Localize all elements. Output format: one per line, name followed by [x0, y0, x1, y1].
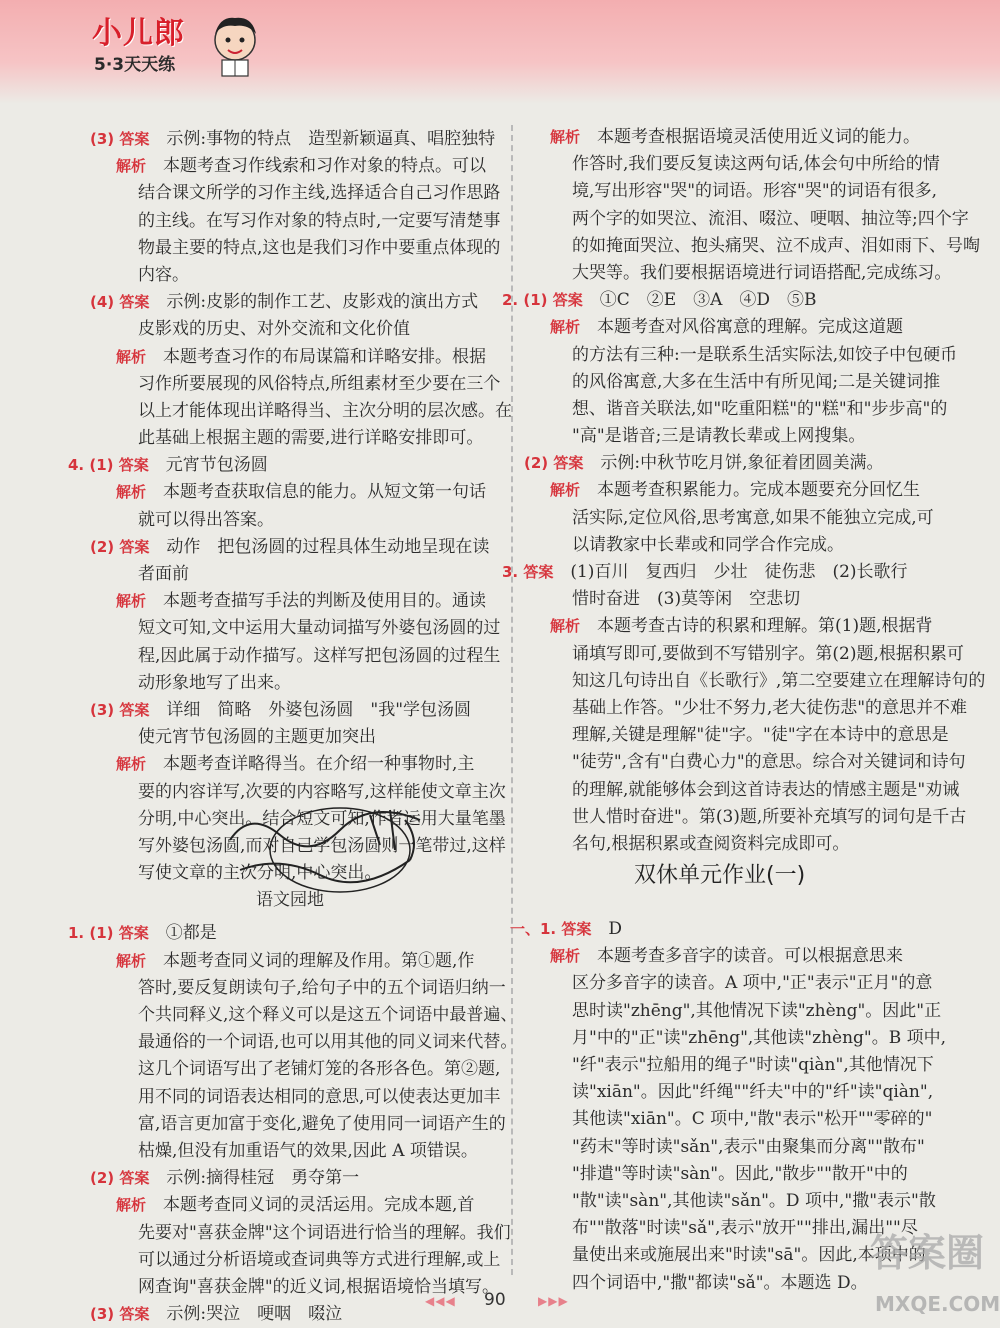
text-line: 这几个词语写出了老铺灯笼的各形各色。第②题,	[138, 1059, 501, 1080]
text-line: "排遣"等时读"sàn"。因此,"散步""散开"中的	[572, 1163, 908, 1184]
text-line: 2. (1) 答案 ①C ②E ③A ④D ⑤B	[502, 290, 817, 311]
mascot-boy-icon	[200, 10, 270, 80]
text-line: 内容。	[138, 264, 189, 285]
text-line: 解析 本题考查积累能力。完成本题要充分回忆生	[550, 480, 921, 501]
text-line: 基础上作答。"少壮不努力,老大徒伤悲"的意思并不难	[572, 697, 968, 718]
text-line: 最通俗的一个词语,也可以用其他的同义词来代替。	[138, 1032, 518, 1053]
text-line: 写外婆包汤圆,而对自己学包汤圆则一笔带过,这样	[138, 835, 506, 856]
left-block	[86, 588, 501, 697]
text-line: 想、谐音关联法,如"吃重阳糕"的"糕"和"步步高"的	[572, 398, 948, 419]
brand-title: 小儿郎	[92, 16, 185, 51]
text-line: 区分多音字的读音。A 项中,"正"表示"正月"的意	[572, 973, 933, 994]
text-line: 4. (1) 答案 元宵节包汤圆	[68, 455, 268, 476]
text-line: "散"读"sàn",其他读"sǎn"。D 项中,"撒"表示"散	[572, 1190, 936, 1211]
text-line: 解析 本题考查对风俗寓意的理解。完成这道题	[550, 317, 904, 338]
text-line: (3) 答案 示例:哭泣 哽咽 啜泣	[90, 1304, 343, 1325]
text-line: 结合课文所学的习作主线,选择适合自己习作思路	[138, 183, 501, 204]
text-line: 月"中的"正"读"zhēng",其他读"zhèng"。B 项中,	[572, 1027, 947, 1048]
text-line: 量使出来或施展出来"时读"sā"。因此,本项中的	[572, 1245, 926, 1266]
text-line: 布""散落"时读"sǎ",表示"放开""排出,漏出""尽	[572, 1218, 918, 1239]
text-line: (2) 答案 示例:摘得桂冠 勇夺第一	[90, 1168, 360, 1189]
text-line: 世人惜时奋进"。第(3)题,所要补充填写的词句是千古	[572, 806, 967, 827]
watermark-logo: 答案圈	[870, 1231, 985, 1275]
text-line: 读"xiān"。因此"纤绳""纤夫"中的"纤"读"qiàn",	[572, 1082, 934, 1103]
text-line: 网查询"喜获金牌"的近义词,根据语境恰当填写。	[138, 1276, 500, 1297]
text-line: 一、1. 答案 D	[510, 919, 622, 940]
text-line: 的理解,就能够体会到这首诗表达的情感主题是"劝诫	[572, 779, 960, 800]
text-line: 写使文章的主次分明,中心突出。	[138, 863, 382, 884]
text-line: 的如掩面哭泣、抱头痛哭、泣不成声、泪如雨下、号啕	[572, 235, 980, 256]
handwritten-watermark	[220, 800, 460, 910]
text-line: 先要对"喜获金牌"这个词语进行恰当的理解。我们	[138, 1222, 511, 1243]
text-line: 此基础上根据主题的需要,进行详略安排即可。	[138, 428, 484, 449]
text-line: 用不同的词语表达相同的意思,可以使表达更加丰	[138, 1086, 501, 1107]
text-line: 富,语言更加富于变化,避免了使用同一词语产生的	[138, 1113, 506, 1134]
text-line: 使元宵节包汤圆的主题更加突出	[138, 727, 376, 748]
text-line: (2) 答案 动作 把包汤圆的过程具体生动地呈现在读	[90, 536, 490, 557]
text-line: 境,写出形容"哭"的词语。形容"哭"的词语有很多,	[572, 181, 938, 202]
text-line: "纤"表示"拉船用的绳子"时读"qiàn",其他情况下	[572, 1055, 934, 1075]
right-block	[502, 559, 940, 613]
page-number: 90	[484, 1290, 506, 1310]
left-block	[68, 920, 496, 947]
text-line: "药末"等时读"sǎn",表示"由聚集而分离""散布"	[572, 1136, 925, 1157]
text-line: 解析 本题考查同义词的灵活运用。完成本题,首	[116, 1195, 475, 1216]
text-line: 习作所要展现的风俗特点,所组素材至少要在三个	[138, 373, 501, 394]
right-column	[502, 124, 986, 1297]
right-block	[520, 124, 980, 287]
text-line: 大哭等。我们要根据语境进行词语搭配,完成练习。	[572, 262, 952, 283]
watermark-url: MXQE.COM	[875, 1292, 1000, 1316]
text-line: 的风俗寓意,大多在生活中有所见闻;二是关键词推	[572, 371, 941, 392]
text-line: 活实际,定位风俗,思考寓意,如果不能独立完成,可	[572, 507, 934, 528]
text-line: 理解,关键是理解"徒"字。"徒"字在本诗中的意思是	[572, 725, 949, 746]
text-line: 知这几句诗出自《长歌行》,第二空要建立在理解诗句的	[572, 670, 986, 691]
left-block	[86, 153, 501, 289]
left-block	[86, 289, 496, 343]
text-line: 解析 本题考查同义词的理解及作用。第①题,作	[116, 950, 475, 971]
text-line: 分明,中心突出。结合短文可知,作者运用大量笔墨	[138, 808, 506, 829]
text-line: 的方法有三种:一是联系生活实际法,如饺子中包硬币	[572, 344, 958, 365]
left-block	[86, 948, 518, 1166]
text-line: 程,因此属于动作描写。这样写把包汤圆的过程生	[138, 645, 501, 666]
right-block	[520, 613, 986, 858]
text-line: 1. (1) 答案 ①都是	[68, 923, 217, 944]
text-line: 可以通过分析语境或查词典等方式进行理解,或上	[138, 1249, 501, 1270]
text-line: 其他读"xiān"。C 项中,"散"表示"松开""零碎的"	[572, 1109, 933, 1130]
text-line: 语文园地	[256, 890, 324, 911]
text-line: 惜时奋进 (3)莫等闲 空悲切	[572, 589, 801, 610]
text-line: 以上才能体现出详略得当、主次分明的层次感。在	[138, 400, 512, 421]
text-line: "高"是谐音;三是请教长辈或上网搜集。	[572, 426, 866, 447]
left-block	[86, 1165, 496, 1192]
right-block	[520, 314, 958, 450]
text-line: 名句,根据积累或查阅资料完成即可。	[572, 833, 850, 854]
text-line: 诵填写即可,要做到不写错别字。第(2)题,根据积累可	[572, 643, 964, 664]
text-line: 物最主要的特点,这也是我们习作中要重点体现的	[138, 237, 501, 258]
text-line: (4) 答案 示例:皮影的制作工艺、皮影戏的演出方式	[90, 292, 479, 313]
text-line: 解析 本题考查古诗的积累和理解。第(1)题,根据背	[550, 616, 933, 637]
next-page-arrows-icon[interactable]: ▶▶▶	[538, 1294, 569, 1308]
text-line: (3) 答案 示例:事物的特点 造型新颖逼真、唱腔独特	[90, 129, 496, 149]
text-line: 的主线。在写习作对象的特点时,一定要写清楚事	[138, 210, 501, 231]
text-line: 个共同释义,这个释义可以是这五个词语中最普遍、	[138, 1005, 518, 1025]
left-block	[86, 126, 496, 153]
text-line: 两个字的如哭泣、流泪、啜泣、哽咽、抽泣等;四个字	[572, 208, 969, 229]
text-line: "徒劳",含有"白费心力"的意思。综合对关键词和诗句	[572, 752, 966, 773]
brand-logo	[82, 6, 272, 86]
left-block	[68, 452, 496, 479]
right-block	[520, 477, 940, 559]
left-block	[86, 344, 512, 453]
left-block	[86, 534, 496, 588]
text-line: 就可以得出答案。	[138, 509, 274, 530]
text-line: 四个词语中,"撒"都读"sǎ"。本题选 D。	[572, 1272, 868, 1293]
right-block	[510, 916, 940, 943]
text-line: 解析 本题考查详略得当。在介绍一种事物时,主	[116, 754, 475, 775]
text-line: 以请教家中长辈或和同学合作完成。	[572, 534, 844, 555]
text-line: 者面前	[138, 564, 189, 584]
right-block	[502, 287, 940, 314]
text-line: 解析 本题考查习作线索和习作对象的特点。可以	[116, 156, 487, 177]
text-line: 动形象地写了出来。	[138, 672, 291, 693]
right-block	[520, 450, 940, 477]
left-block	[86, 697, 496, 751]
left-block	[86, 479, 496, 533]
text-line: 作答时,我们要反复读这两句话,体会句中所给的情	[572, 154, 940, 175]
text-line: 解析 本题考查描写手法的判断及使用目的。通读	[116, 591, 487, 612]
text-line: 要的内容详写,次要的内容略写,这样能使文章主次	[138, 781, 506, 802]
left-column	[68, 126, 518, 1328]
text-line: 皮影戏的历史、对外交流和文化价值	[138, 319, 410, 340]
text-line: 3. 答案 (1)百川 复西归 少壮 徒伤悲 (2)长歌行	[502, 562, 908, 582]
text-line: 枯燥,但没有加重语气的效果,因此 A 项错误。	[138, 1140, 478, 1161]
text-line: 解析 本题考查多音字的读音。可以根据意思来	[550, 946, 904, 967]
brand-subtitle: 5·3天天练	[94, 55, 176, 75]
text-line: 解析 本题考查获取信息的能力。从短文第一句话	[116, 482, 487, 503]
text-line: (2) 答案 示例:中秋节吃月饼,象征着团圆美满。	[524, 453, 884, 474]
text-line: (3) 答案 详细 简略 外婆包汤圆 "我"学包汤圆	[90, 699, 472, 720]
prev-page-arrows-icon[interactable]: ◀◀◀	[425, 1294, 456, 1308]
text-line: 解析 本题考查习作的布局谋篇和详略安排。根据	[116, 346, 487, 367]
text-line: 答时,要反复朗读句子,给句子中的五个词语归纳一	[138, 977, 506, 998]
text-line: 解析 本题考查根据语境灵活使用近义词的能力。	[550, 127, 921, 147]
text-line: 思时读"zhēng",其他情况下读"zhèng"。因此"正	[572, 1000, 942, 1021]
text-line: 短文可知,文中运用大量动词描写外婆包汤圆的过	[138, 618, 501, 639]
section-title: 双休单元作业(一)	[634, 863, 806, 888]
